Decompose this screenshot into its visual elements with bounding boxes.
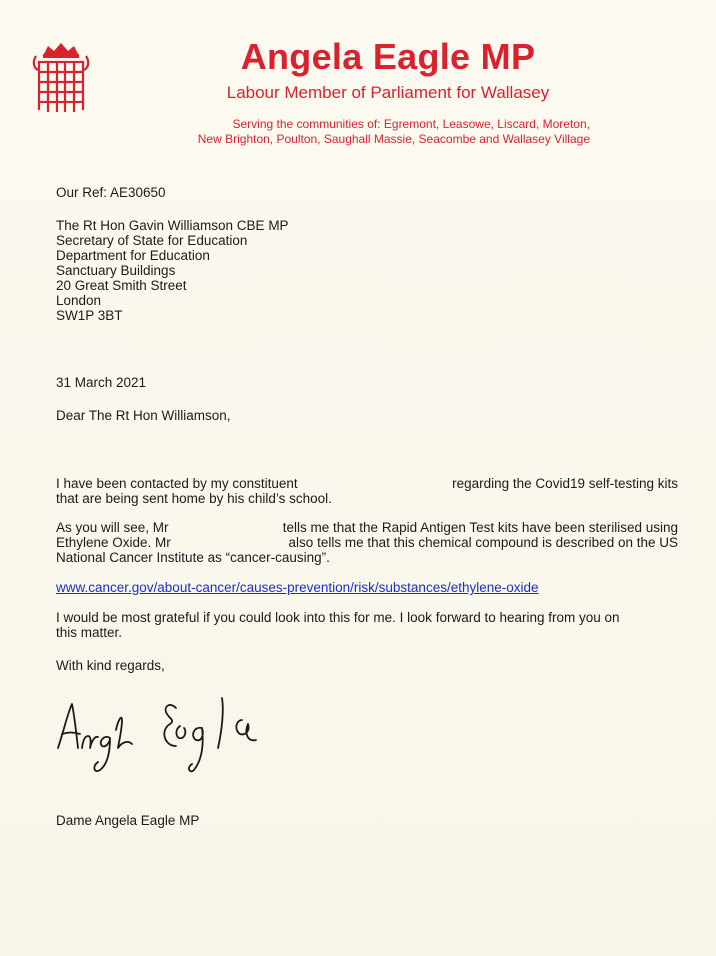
text-span: I have been contacted by my constituent [56,476,298,491]
reference-number: Our Ref: AE30650 [56,185,166,200]
communities-line: New Brighton, Poulton, Saughall Massie, Seacombe and Wallasey Village [197,132,590,146]
handwritten-signature-icon [52,690,282,782]
paragraph-line [56,535,678,550]
text-span: Ethylene Oxide. Mr [56,535,171,550]
communities-line: Serving the communities of: Egremont, Leasowe, Liscard, Moreton, [232,117,590,131]
text-span: also tells me that this chemical compound is described on the US [288,535,678,550]
mp-role-subheading: Labour Member of Parliament for Wallasey [226,83,550,102]
paragraph-3 [56,610,678,640]
cancer-gov-link[interactable]: www.cancer.gov/about-cancer/causes-prevention/risk/substances/ethylene-oxide [56,580,539,595]
mp-name-heading: Angela Eagle MP [240,36,536,77]
paragraph-1 [56,476,678,506]
address-line: Secretary of State for Education [56,233,248,248]
paragraph-line [56,550,678,565]
closing-phrase: With kind regards, [56,658,165,673]
portcullis-logo-icon [30,40,92,114]
signatory-name: Dame Angela Eagle MP [56,813,200,828]
salutation: Dear The Rt Hon Williamson, [56,408,231,423]
address-line: SW1P 3BT [56,308,123,323]
paragraph-line [56,610,678,625]
paragraph-line [56,625,678,640]
text-span: tells me that the Rapid Antigen Test kits have been sterilised using [282,520,678,535]
letter-date: 31 March 2021 [56,375,147,390]
address-line: London [56,293,102,308]
address-line: Department for Education [56,248,210,263]
text-span: I would be most grateful if you could look into this for me. I look forward to hearing from you on [56,610,620,625]
address-line: Sanctuary Buildings [56,263,176,278]
paragraph-line [56,520,678,535]
text-span: National Cancer Institute as “cancer-causing”. [56,550,330,565]
paragraph-line [56,491,678,506]
address-line: 20 Great Smith Street [56,278,187,293]
paragraph-line [56,476,678,491]
text-span: that are being sent home by his child’s school. [56,491,332,506]
constituency-communities [150,117,590,147]
text-span: regarding the Covid19 self-testing kits [452,476,678,491]
text-span: this matter. [56,625,123,640]
paragraph-2 [56,520,678,565]
recipient-address [56,218,289,323]
text-span: As you will see, Mr [56,520,169,535]
address-line: The Rt Hon Gavin Williamson CBE MP [56,218,289,233]
